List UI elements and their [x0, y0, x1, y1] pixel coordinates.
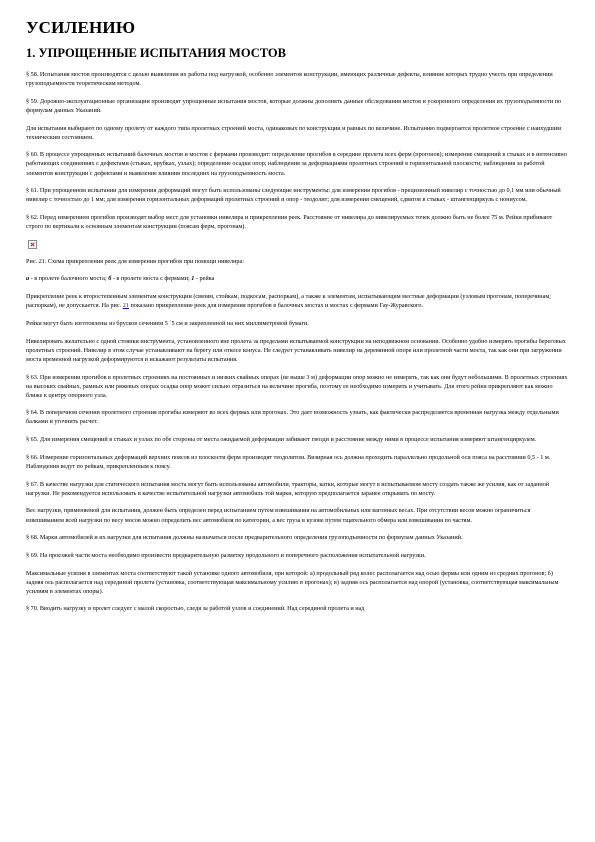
paragraph-70: § 70. Вводить нагрузку в пролет следует с малой скоростью, следя за работой узлов и соединений. Над серединой пролета и над [26, 605, 365, 613]
paragraph-58: § 58. Испытания мостов производятся с целью выявления их работы под нагрузкой, особенно элементов конструкции, имеющих различные дефекты, влияние которых трудно учесть при определении грузоподъемности теоретическим методом. [26, 71, 553, 88]
paragraph-63: § 63. При измерении прогибов в пролетных строениях на постоянных и низких свайных опорах (не выше 3 м) деформации опор можно не измерять, так как они будут небольшими. В пролетных строениях на высоких свайных, рамных или ряжевых опорах осадка опор может сильно отразиться на величине прогиба, поэтому ее необходимо измерить и учитывать. Для этого рейки прикрепляют как можно ближе к центру опорного узла. [26, 373, 568, 399]
figure-legend [26, 274, 569, 283]
paragraph-69: § 69. На проезжей части моста необходимо произвести предварительную разметку продольного и поперечного расположения испытательной нагрузки. [26, 551, 426, 559]
paragraph-68: § 68. Марки автомобилей и их нагрузки для испытания должны назначаться после предварительного определения грузоподъемности по формулам данных Указаний. [26, 534, 463, 542]
paragraph-62: § 62. Перед измерением прогибов производят выбор мест для установки нивелира и прикрепления реек. Расстояние от нивелира до нивелируемых точек должно быть не более 75 м. Рейки прибивают строго по вертикали к основным элементам конструкции (поясам ферм, прогонам). [26, 214, 553, 231]
paragraph-64: § 64. В поперечном сечении пролетного строения прогибы измеряют во всех фермах или прогонах. Это дает возможность узнать, как фактически распределяется временная нагрузка между отдельными балками и уточнить расчет. [26, 409, 559, 426]
paragraph-leveling: Нивелировать желательно с одной стоянки инструмента, установленного вне пролета за пределами испытываемой конструкции на неподвижном основании. Особенно удобно измерять прогибы береговых пролетных строений. Нивелир в этом случае устанавливают на берегу или откосе конуса. Не следует устанавливать нивелир на деревянной опоре или пролетной части моста, так как они при загружении моста временной нагрузкой деформируются и искажают результаты испытания. [26, 337, 566, 363]
rail-text-before: Прикрепление реек к второстепенным элементам конструкции (связям, стойкам, подкосам, распоркам), а также к элементам, испытывающим местные деформации (узловым прогонам, поперечинам, распоркам), не допускается. На рис. [26, 293, 551, 310]
rail-text-after: показано прикрепление реек для измерения прогибов в балочных мостах и мостах с фермами Гау-Журавского. [128, 302, 424, 310]
legend-label-a: а [26, 275, 30, 283]
paragraph-rails: Рейки могут быть изготовлены из брусков сечением 5 ´5 см и закрепленной на них миллиметровой бумаги. [26, 319, 309, 327]
figure-21-link[interactable]: 21 [122, 302, 129, 310]
paragraph-59: § 59. Дорожно-эксплуатационные организации производят упрощенные испытания мостов, которые должны дополнять данные обследования мостов и ускоренного определения их грузоподъемности по формулам данных Указаний. [26, 97, 562, 114]
broken-image-icon [28, 240, 37, 249]
paragraph-65: § 65. Для измерения смещений в стыках и узлах по обе стороны от места ожидаемой деформации забивают гвозди и расстояние между ними в процессе испытания измеряют штангенциркулем. [26, 436, 537, 444]
legend-text-b: - в пролете моста с фермами; [111, 275, 192, 283]
paragraph-59-cont: Для испытания выбирают по одному пролету от каждого типа пролетных строений моста, одинаковых по конструкции и равных по величине. Испытанию подвергается пролетное строение с наихудшим техническим состоянием. [26, 124, 561, 141]
legend-text-a: - в пролете балочного моста; [29, 275, 109, 283]
paragraph-60: § 60. В процессе упрощенных испытаний балочных мостов и мостов с фермами производят: определение прогибов в середине пролета всех ферм (прогонов); измерение смещений в стыках и в интенсивно работающих соединениях с дефектами (стыках, врубках, узлах); определение осадки опор; наблюдения за деформациями пролетных строений в горизонтальной плоскости; наблюдения за работой элементов конструкции с дефектами и выявление влияния последних на грузоподъемность моста. [26, 151, 567, 177]
figure-caption: Рис. 21. Схема прикрепления реек для измерения прогибов при помощи нивелира: [26, 257, 244, 265]
paragraph-61: § 61. При упрощенном испытании для измерения деформаций могут быть использованы следующие инструменты: для измерения прогибов - прецизионный нивелир с точностью до 0,1 мм или обычный нивелир с точностью до 1 мм; для измерения горизонтальных деформаций пролетных строений и опор - теодолит; для измерения смещений, сдвигов в стыках - штангенциркуль с нониусом. [26, 187, 561, 204]
paragraph-69-cont: Максимальные усилия в элементах моста соответствуют такой установке одного автомобиля, при которой: а) продольный ряд колес располагается над осью фермы или одним из средних прогонов; б) задняя ось располагается над серединой пролета (установка, соответствующая максимальному усилию в прогонах); в) задняя ось располагается над опорой (установка, соответствующая максимальным усилиям в элементах опоры). [26, 569, 559, 595]
paragraph-rail-attachment [26, 292, 569, 310]
paragraph-67-cont: Вес нагрузки, применяемой для испытания, должен быть определен перед испытанием путем взвешивания на автомобильных или вагонных весах. При отсутствии весов можно ограничиться взвешиванием всей нагрузки по весу мосов можно определить вес автомобиля по категории, а вес груза в кузове путем тщательного обмера или взвешивания по частям. [26, 507, 531, 524]
legend-label-b: б [108, 275, 112, 283]
section-title: 1. УПРОЩЕННЫЕ ИСПЫТАНИЯ МОСТОВ [26, 46, 286, 60]
legend-text-1: - рейка [194, 275, 215, 283]
legend-label-1: 1 [191, 275, 195, 283]
chapter-heading: УСИЛЕНИЮ [26, 18, 136, 37]
paragraph-66: § 66. Измерение горизонтальных деформаций верхних поясов из плоскости ферм производят теодолитом. Визирная ось должна проходить параллельно продольной оси пояса на расстоянии 0,5 - 1 м. Наблюдения ведут по рейкам, прикрепленным к поясу. [26, 453, 551, 470]
paragraph-67: § 67. В качестве нагрузки для статического испытания моста могут быть использованы автомобили, тракторы, катки, которые могут в испытываемом мосту создать также же усилия, как от заданной нагрузки. Не рекомендуется использовать в качестве испытательной нагрузки автомобиль той марки, которую предполагается заранее открывать по мосту. [26, 480, 550, 497]
